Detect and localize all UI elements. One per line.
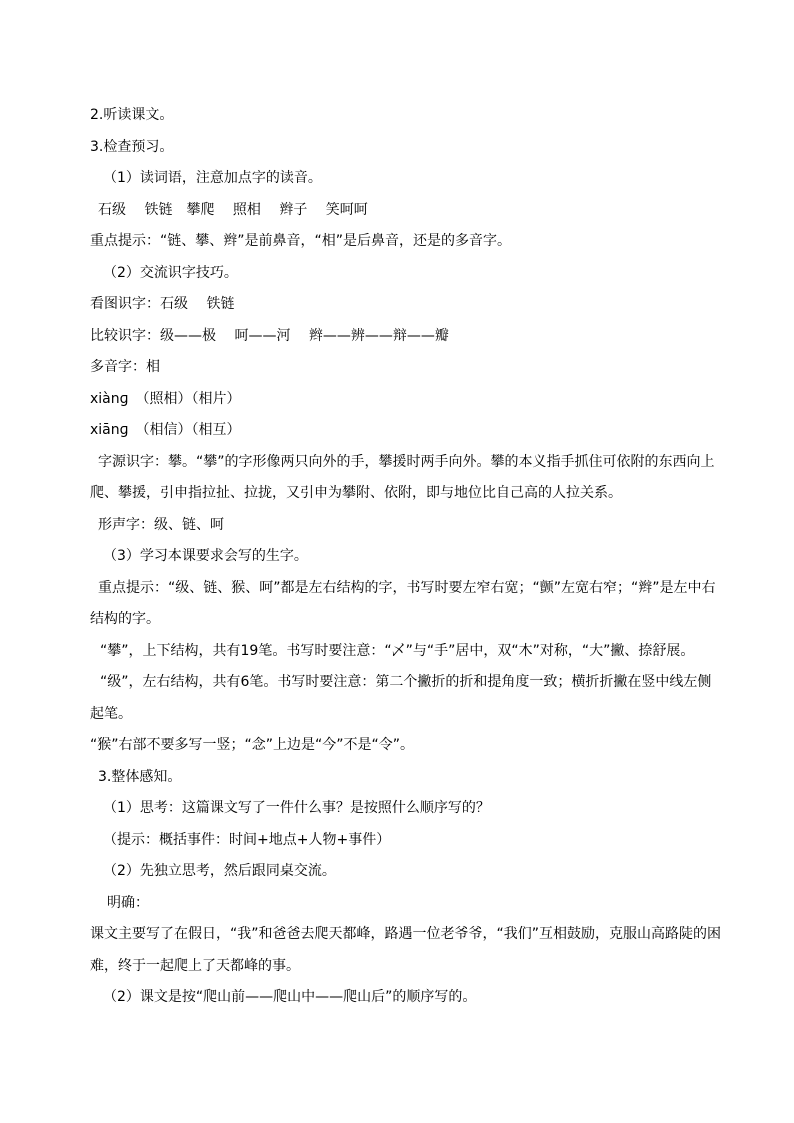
word-list: 石级 铁链 攀爬 照相 辫子 笑呵呵 xyxy=(98,201,368,218)
task-discuss: （2）先独立思考，然后跟同桌交流。 xyxy=(103,863,336,879)
note-ji: “级”，左右结构，共有6笔。书写时要注意：第二个撇折的折和提角度一致；横折折撇在竖中线左侧起笔。 xyxy=(90,674,712,722)
step-listen: 2.听读课文。 xyxy=(90,107,174,123)
summary-paragraph: 课文主要写了在假日，“我”和爸爸去爬天都峰，路遇一位老爷爷，“我们”互相鼓励，克服山高路陡的困难，终于一起爬上了天都峰的事。 xyxy=(90,926,722,974)
document-body xyxy=(90,100,722,1014)
tip-structure: 重点提示：“级、链、猴、呵”都是左右结构的字，书写时要左窄右宽；“颤”左宽右窄；“辫”是左中右结构的字。 xyxy=(90,579,716,627)
polyphone-xiang4: xiànɡ （照相）（相片） xyxy=(90,390,241,407)
step-overall: 3.整体感知。 xyxy=(98,768,182,785)
compare-literacy: 比较识字：级——极 呵——河 辫——辨——辩——瓣 xyxy=(90,327,449,344)
task-think: （1）思考：这篇课文写了一件什么事？是按照什么顺序写的？ xyxy=(103,800,490,816)
note-hou: “猴”右部不要多写一竖；“念”上边是“今”不是“令”。 xyxy=(90,737,415,753)
etymology-paragraph: 字源识字：攀。“攀”的字形像两只向外的手，攀援时两手向外。攀的本义指手抓住可依附的东西向上爬、攀援，引申指拉扯、拉拢，又引申为攀附、依附，即与地位比自己高的人拉关系。 xyxy=(90,453,715,501)
step-check-preview: 3.检查预习。 xyxy=(90,138,174,155)
task-write-characters: （3）学习本课要求会写的生字。 xyxy=(103,548,308,564)
hint-summary: （提示：概括事件：时间+地点+人物+事件） xyxy=(103,831,391,848)
order-note: （2）课文是按“爬山前——爬山中——爬山后”的顺序写的。 xyxy=(103,989,477,1005)
task-literacy-skills: （2）交流识字技巧。 xyxy=(103,264,238,281)
phonetic-compound: 形声字：级、链、呵 xyxy=(98,516,224,533)
note-pan: “攀”，上下结构，共有19笔。书写时要注意：“乄”与“手”居中，双“木”对称，“大”撇、捺舒展。 xyxy=(100,642,695,659)
picture-literacy: 看图识字：石级 铁链 xyxy=(90,296,235,312)
polyphone-title: 多音字：相 xyxy=(90,359,160,375)
clarify-label: 明确： xyxy=(107,894,149,911)
polyphone-xiang1: xiānɡ （相信）（相互） xyxy=(90,422,241,438)
tip-pronunciation: 重点提示：“链、攀、辫”是前鼻音，“相”是后鼻音，还是的多音字。 xyxy=(90,233,512,249)
task-read-words: （1）读词语，注意加点字的读音。 xyxy=(103,170,322,186)
